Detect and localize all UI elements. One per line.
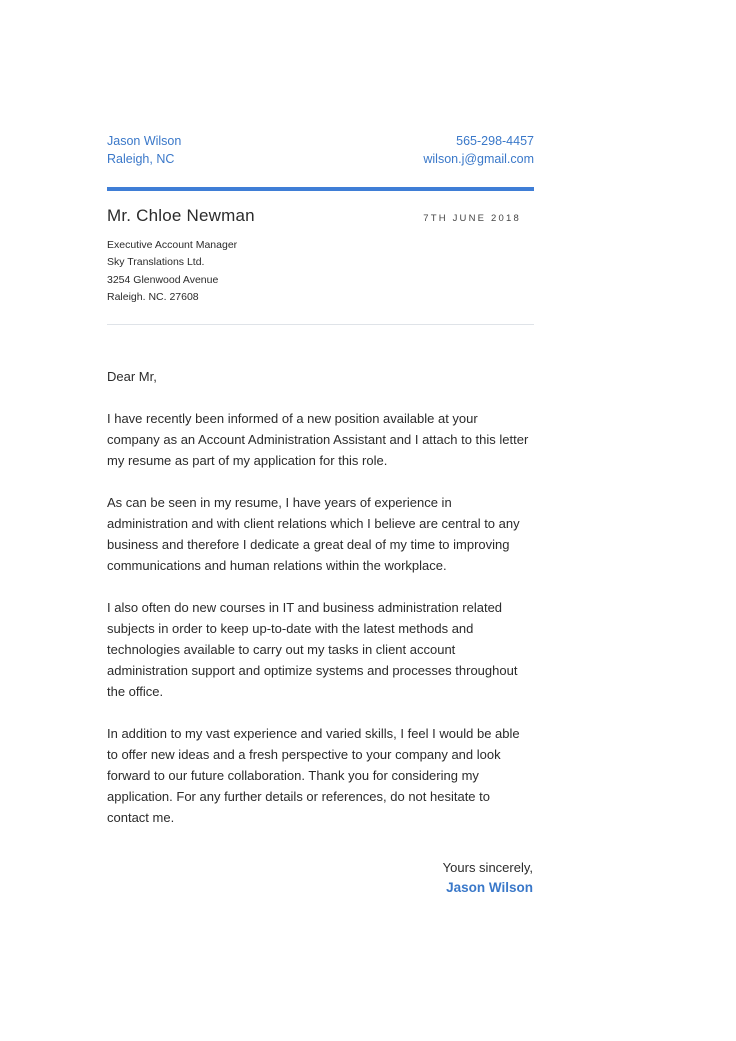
salutation: Dear Mr, <box>107 369 157 384</box>
sender-city: Raleigh, NC <box>107 152 175 166</box>
sender-name: Jason Wilson <box>107 134 182 148</box>
paragraph-2: As can be seen in my resume, I have years of experience in administration and with client relations which I believe are central to any business and therefore I dedicate a great deal of my time to improving communications and human relations within the workplace. <box>107 495 520 573</box>
recipient-name: Mr. Chloe Newman <box>107 206 255 225</box>
recipient-street: 3254 Glenwood Avenue <box>107 273 219 286</box>
sender-left <box>107 132 181 168</box>
recipient-address <box>107 237 237 306</box>
address-divider <box>107 324 534 325</box>
cover-letter-page <box>107 0 534 1041</box>
paragraph-4: In addition to my vast experience and varied skills, I feel I would be able to offer new ideas and a fresh perspective to your company and look forward to our future collaboration. Thank you for considering my application. For any further details or references, do not hesitate to contact me. <box>107 726 520 825</box>
letter-date: 7TH JUNE 2018 <box>423 213 521 224</box>
closing-block <box>443 858 533 898</box>
sender-email[interactable]: wilson.j@gmail.com <box>423 152 534 166</box>
letter-body <box>107 366 534 849</box>
sender-header <box>107 132 534 168</box>
sender-phone[interactable]: 565-298-4457 <box>456 134 534 148</box>
recipient-city: Raleigh. NC. 27608 <box>107 290 199 303</box>
recipient-company: Sky Translations Ltd. <box>107 256 205 269</box>
signature-name: Jason Wilson <box>446 880 533 895</box>
paragraph-1: I have recently been informed of a new position available at your company as an Account Administration Assistant and I attach to this letter my resume as part of my application for this role. <box>107 411 529 468</box>
recipient-title: Executive Account Manager <box>107 239 238 251</box>
closing-text: Yours sincerely, <box>442 860 533 875</box>
paragraph-3: I also often do new courses in IT and business administration related subjects in order to keep up-to-date with the latest methods and technologies available to carry out my tasks in client account administration support and optimize systems and processes throughout the office. <box>107 600 518 699</box>
sender-contact <box>423 132 534 168</box>
header-divider <box>107 187 534 191</box>
